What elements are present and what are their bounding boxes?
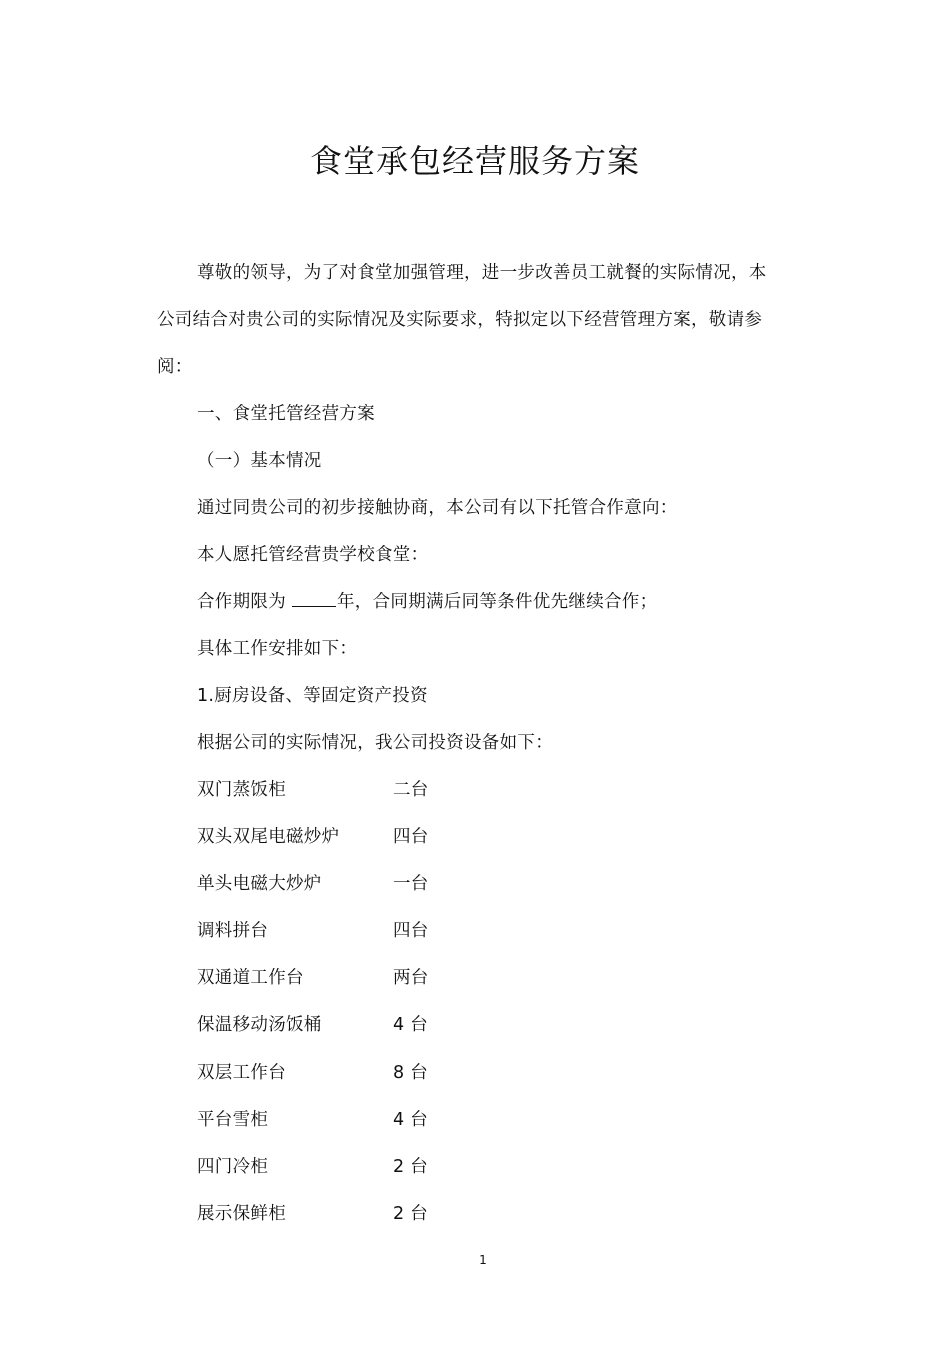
- equipment-name: 双头双尾电磁炒炉: [197, 827, 340, 847]
- equipment-row: [197, 1202, 497, 1226]
- term-line: [197, 590, 657, 614]
- equipment-qty: 8 台: [393, 1063, 429, 1083]
- equipment-name: 四门冷柜: [197, 1157, 269, 1177]
- equipment-name: 双门蒸饭柜: [197, 780, 286, 800]
- equipment-name: 保温移动汤饭桶: [197, 1015, 322, 1035]
- equipment-name: 展示保鲜柜: [197, 1204, 286, 1224]
- equipment-qty: 一台: [393, 874, 429, 894]
- term-blank: [292, 590, 336, 607]
- equipment-row: [197, 1013, 497, 1037]
- equipment-row: [197, 1061, 497, 1085]
- equipment-row: [197, 872, 497, 896]
- item-heading: 1.厨房设备、等固定资产投资: [197, 686, 428, 706]
- equipment-qty: 四台: [393, 827, 429, 847]
- investment-line: 根据公司的实际情况，我公司投资设备如下：: [197, 733, 553, 753]
- equipment-qty: 2 台: [393, 1204, 429, 1224]
- equipment-name: 双层工作台: [197, 1063, 286, 1083]
- willing-line: 本人愿托管经营贵学校食堂：: [197, 545, 429, 565]
- section-heading: 一、食堂托管经营方案: [197, 404, 375, 424]
- equipment-qty: 两台: [393, 968, 429, 988]
- equipment-name: 单头电磁大炒炉: [197, 874, 322, 894]
- equipment-row: [197, 1108, 497, 1132]
- document-title: 食堂承包经营服务方案: [309, 142, 640, 180]
- page-number: 1: [479, 1253, 487, 1267]
- equipment-row: [197, 825, 497, 849]
- equipment-row: [197, 1155, 497, 1179]
- equipment-qty: 四台: [393, 921, 429, 941]
- equipment-row: [197, 778, 497, 802]
- equipment-row: [197, 966, 497, 990]
- equipment-name: 调料拼台: [197, 921, 269, 941]
- equipment-qty: 2 台: [393, 1157, 429, 1177]
- equipment-qty: 二台: [393, 780, 429, 800]
- arrangement-line: 具体工作安排如下：: [197, 639, 358, 659]
- equipment-name: 平台雪柜: [197, 1110, 269, 1130]
- equipment-row: [197, 919, 497, 943]
- equipment-qty: 4 台: [393, 1110, 429, 1130]
- term-suffix: 年，合同期满后同等条件优先继续合作；: [337, 592, 658, 612]
- term-prefix: 合作期限为: [197, 592, 286, 612]
- negotiation-line: 通过同贵公司的初步接触协商，本公司有以下托管合作意向：: [197, 498, 678, 518]
- equipment-qty: 4 台: [393, 1015, 429, 1035]
- intro-paragraph: 尊敬的领导，为了对食堂加强管理，进一步改善员工就餐的实际情况，本公司结合对贵公司的实际情况及实际要求，特拟定以下经营管理方案，敬请参阅：: [157, 263, 767, 377]
- equipment-name: 双通道工作台: [197, 968, 304, 988]
- subsection-heading: （一）基本情况: [197, 451, 322, 471]
